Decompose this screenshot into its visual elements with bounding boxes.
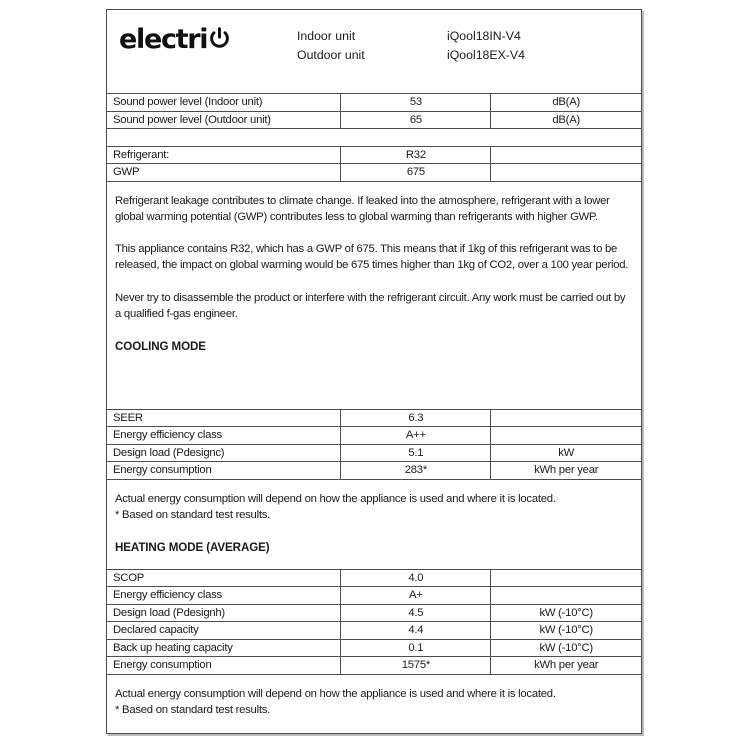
cell-label: Design load (Pdesignc) [113, 446, 225, 459]
table-row [107, 570, 641, 588]
cell-value: 65 [340, 112, 490, 129]
spacer-row [107, 129, 641, 147]
table-row [107, 622, 641, 640]
cell-value: 6.3 [340, 410, 490, 427]
cell-value: A++ [340, 427, 490, 444]
cell-value: 5.1 [340, 445, 490, 462]
cell-unit [490, 164, 641, 181]
refrigerant-info-text [107, 182, 641, 409]
cell-label: GWP [113, 166, 140, 179]
cell-value: 4.4 [340, 622, 490, 639]
cell-value: 283* [340, 462, 490, 479]
table-row [107, 112, 641, 130]
cell-unit: kWh per year [490, 657, 641, 674]
table-row [107, 462, 641, 480]
cell-unit: kW (-10°C) [490, 640, 641, 657]
note-line: * Based on standard test results. [115, 703, 271, 716]
model-outdoor: iQool18EX-V4 [447, 48, 525, 62]
paragraph: Refrigerant leakage contributes to climate change. If leaked into the atmosphere, refrigerant with a lower global warming potential (GWP) contributes less to global warming than refrigerants with higher GWP. [115, 194, 610, 223]
spec-document [106, 9, 642, 734]
cell-label: Back up heating capacity [113, 641, 233, 654]
cell-label: SCOP [113, 571, 145, 584]
table-row [107, 587, 641, 605]
cell-unit: dB(A) [490, 112, 641, 129]
table-row [107, 427, 641, 445]
table-row [107, 605, 641, 623]
refrigerant-table [107, 147, 641, 182]
table-row [107, 147, 641, 165]
table-row [107, 164, 641, 182]
note-line: * Based on standard test results. [115, 508, 271, 521]
table-row [107, 94, 641, 112]
table-row [107, 410, 641, 428]
cell-label: Energy consumption [113, 659, 212, 672]
paragraph: This appliance contains R32, which has a GWP of 675. This means that if 1kg of this refrigerant was to be released, the impact on global warming would be 675 times higher than 1kg of CO2, over a 100 year period. [115, 243, 629, 272]
table-row [107, 657, 641, 675]
cell-unit: dB(A) [490, 94, 641, 111]
cooling-notes [107, 480, 641, 569]
cell-unit: kW (-10°C) [490, 622, 641, 639]
brand-logo [119, 24, 230, 55]
cell-unit [490, 587, 641, 604]
cell-label: SEER [113, 411, 143, 424]
cell-label: Design load (Pdesignh) [113, 606, 225, 619]
unit-label-indoor: Indoor unit [297, 29, 356, 43]
cell-label: Energy consumption [113, 464, 212, 477]
cell-value: 0.1 [340, 640, 490, 657]
cell-label: Declared capacity [113, 624, 199, 637]
doc-header [107, 10, 641, 94]
power-icon [209, 26, 230, 49]
cell-unit: kW [490, 445, 641, 462]
cell-value: A+ [340, 587, 490, 604]
cell-value: 53 [340, 94, 490, 111]
cell-value: 675 [340, 164, 490, 181]
cell-value: 4.5 [340, 605, 490, 622]
cell-label: Sound power level (Indoor unit) [113, 96, 263, 109]
cell-value: 1575* [340, 657, 490, 674]
cell-unit [490, 570, 641, 587]
unit-label-outdoor: Outdoor unit [297, 48, 365, 62]
cell-unit: kWh per year [490, 462, 641, 479]
cooling-table [107, 409, 641, 480]
cell-value: R32 [340, 147, 490, 164]
paragraph: Never try to disassemble the product or interfere with the refrigerant circuit. Any work must be carried out by a qualified f-gas engineer. [115, 291, 626, 320]
cell-value: 4.0 [340, 570, 490, 587]
cell-unit [490, 427, 641, 444]
note-line: Actual energy consumption will depend on how the appliance is used and where it is located. [115, 687, 556, 700]
unit-labels [297, 27, 365, 65]
sound-power-table [107, 94, 641, 129]
cell-label: Sound power level (Outdoor unit) [113, 113, 271, 126]
cell-unit [490, 147, 641, 164]
note-line: Actual energy consumption will depend on how the appliance is used and where it is located. [115, 492, 556, 505]
unit-models [447, 27, 525, 65]
cell-label: Refrigerant: [113, 148, 170, 161]
cell-unit [490, 410, 641, 427]
table-row [107, 445, 641, 463]
section-heading-heating: HEATING MODE (AVERAGE) [115, 541, 270, 555]
model-indoor: iQool18IN-V4 [447, 29, 521, 43]
heating-notes [107, 675, 641, 719]
table-row [107, 640, 641, 658]
cell-label: Energy efficiency class [113, 589, 222, 602]
brand-logo-text: electri [119, 24, 208, 55]
cell-label: Energy efficiency class [113, 429, 222, 442]
section-heading-cooling: COOLING MODE [115, 340, 206, 354]
cell-unit: kW (-10°C) [490, 605, 641, 622]
heating-table [107, 569, 641, 675]
